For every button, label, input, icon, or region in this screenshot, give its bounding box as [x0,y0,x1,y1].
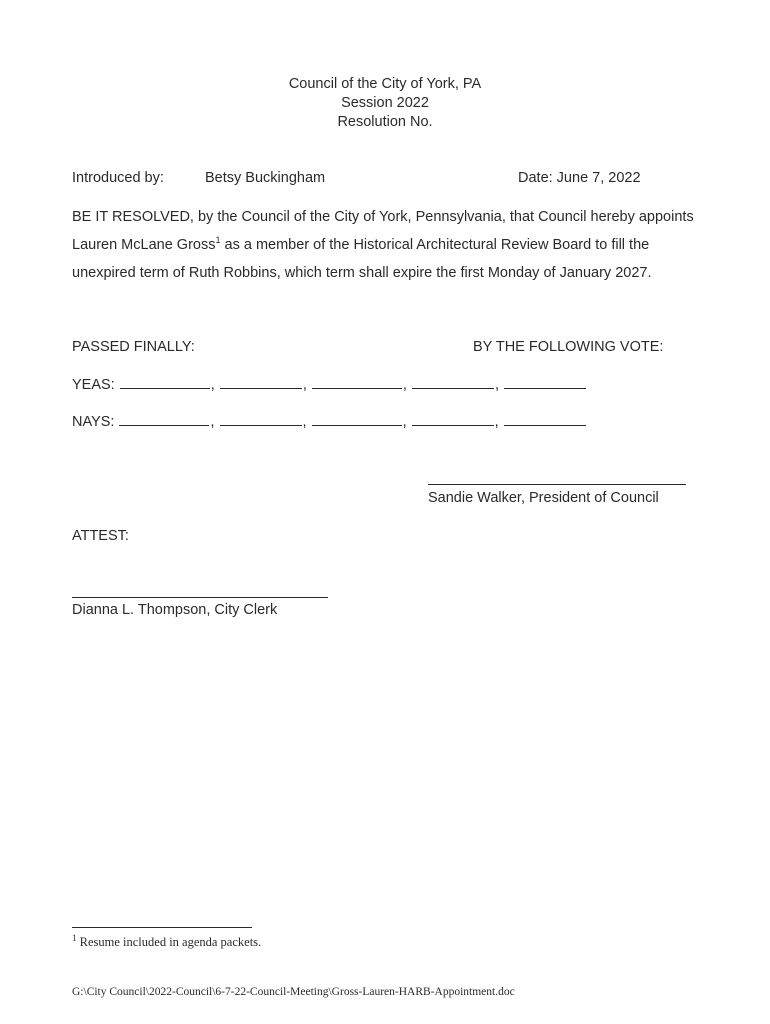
nays-blank-1 [119,411,209,426]
separator: , [402,377,407,393]
resolution-body [72,203,702,287]
file-path: G:\City Council\2022-Council\6-7-22-Council-Meeting\Gross-Lauren-HARB-Appointment.doc [72,986,515,998]
separator: , [494,414,499,430]
attest-label: ATTEST: [72,528,129,544]
nays-label: NAYS: [72,414,115,430]
clerk-signature-name: Dianna L. Thompson, City Clerk [72,602,278,618]
header-resolution-number: Resolution No. [337,114,433,130]
resolution-text-part2: as a member of the Historical Architectural Review Board to fill the unexpired term of Ruth Robbins, which term shall expire the first Monday of January 2027. [72,237,652,281]
president-signature-name: Sandie Walker, President of Council [428,490,659,506]
following-vote-label: BY THE FOLLOWING VOTE: [473,339,664,355]
header-session: Session 2022 [341,95,429,111]
introducer-name: Betsy Buckingham [205,170,326,186]
resolution-date: Date: June 7, 2022 [518,170,641,186]
nays-blank-4 [412,411,494,426]
separator: , [302,414,307,430]
nays-row [72,411,587,432]
footnote-marker: 1 [72,932,77,943]
nays-blank-5 [504,411,586,426]
separator: , [494,377,499,393]
separator: , [302,377,307,393]
yeas-row [72,374,587,395]
passed-finally-label: PASSED FINALLY: [72,339,195,355]
nays-blank-2 [220,411,302,426]
footnote [72,934,261,950]
president-signature-line [428,484,686,485]
clerk-signature-line [72,597,328,598]
resolution-text-part1: BE IT RESOLVED, by the Council of the City of York, Pennsylvania, that Council hereby appoints Lauren McLane Gross [72,209,694,253]
yeas-blank-4 [412,374,494,389]
nays-blank-3 [312,411,402,426]
yeas-blank-2 [220,374,302,389]
introduced-by-label: Introduced by: [72,170,164,186]
footnote-reference: 1 [215,235,221,246]
header-title: Council of the City of York, PA [288,76,482,92]
separator: , [402,414,407,430]
footnote-text: Resume included in agenda packets. [76,935,262,949]
yeas-blank-3 [312,374,402,389]
separator: , [210,414,215,430]
yeas-blank-1 [120,374,210,389]
yeas-label: YEAS: [72,377,115,393]
footnote-separator [72,927,252,928]
separator: , [210,377,215,393]
yeas-blank-5 [504,374,586,389]
